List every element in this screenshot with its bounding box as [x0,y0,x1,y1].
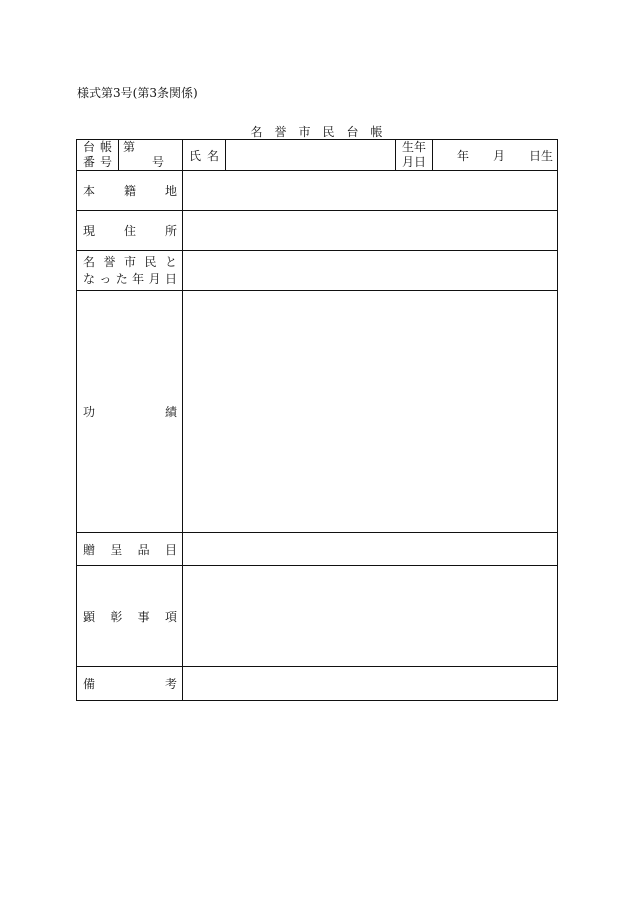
domicile-label-cell [77,171,183,211]
birth-label-line1: 生年 [401,140,426,154]
conferred-label-char: な [83,271,96,286]
header-row [77,140,558,171]
achievements-field[interactable] [183,291,558,533]
domicile-row [77,171,558,211]
conferred-date-row [77,251,558,291]
gifts-field[interactable] [183,533,558,566]
conferred-date-label-cell [77,251,183,291]
conferred-label-char: 民 [144,254,157,269]
commendations-label-char: 顕 [83,609,96,624]
ledger-label-char: 番 [83,155,96,169]
remarks-label-char: 備 [83,677,96,691]
conferred-label-char: た [115,271,128,286]
commendations-label-char: 彰 [110,609,123,624]
conferred-label-char: 名 [83,254,96,269]
remarks-label-cell [77,667,183,701]
domicile-label-char: 地 [164,184,177,198]
conferred-date-field[interactable] [183,251,558,291]
gifts-label-char: 贈 [83,542,96,557]
conferred-label-char: 日 [164,271,177,286]
remarks-label-char: 考 [164,677,177,691]
honorary-citizen-register-table [76,139,558,701]
ledger-label-char: 号 [99,155,112,169]
achievements-label-char: 績 [164,405,177,419]
gifts-label-char: 目 [164,542,177,557]
conferred-label-char: 市 [123,254,136,269]
birth-day-unit: 日生 [528,148,553,163]
name-field[interactable] [226,140,396,171]
ledger-number-label-cell [77,140,119,171]
ledger-number-field[interactable] [119,140,183,171]
birth-label-line2: 月日 [401,155,426,169]
name-label-cell [183,140,226,171]
commendations-label-cell [77,566,183,667]
address-label-char: 所 [164,224,177,238]
conferred-label-char: っ [99,271,112,286]
domicile-label-char: 本 [83,184,96,198]
address-label-cell [77,211,183,251]
form-number-label: 様式第3号(第3条関係) [77,86,198,100]
ledger-label-char: 帳 [99,140,112,154]
address-label-char: 住 [123,224,136,238]
ledger-number-prefix: 第 [123,140,136,154]
address-label-char: 現 [83,224,96,238]
birth-month-unit: 月 [492,148,505,163]
commendations-field[interactable] [183,566,558,667]
gifts-label-char: 呈 [110,542,123,557]
name-label-char: 名 [206,148,219,163]
remarks-row [77,667,558,701]
gifts-label-char: 品 [137,542,150,557]
address-row [77,211,558,251]
document-title: 名誉市民台帳 [250,125,395,139]
gifts-row [77,533,558,566]
achievements-label-char: 功 [83,405,96,419]
remarks-field[interactable] [183,667,558,701]
domicile-field[interactable] [183,171,558,211]
achievements-row [77,291,558,533]
commendations-label-char: 事 [137,609,150,624]
conferred-label-char: 年 [132,271,145,286]
birth-date-field[interactable] [433,140,558,171]
commendations-label-char: 項 [164,609,177,624]
conferred-label-char: と [164,254,177,269]
conferred-label-char: 月 [148,271,161,286]
commendations-row [77,566,558,667]
domicile-label-char: 籍 [123,184,136,198]
gifts-label-cell [77,533,183,566]
name-label-char: 氏 [189,148,202,163]
conferred-label-char: 誉 [103,254,116,269]
ledger-label-char: 台 [83,140,96,154]
address-field[interactable] [183,211,558,251]
achievements-label-cell [77,291,183,533]
birth-date-label-cell [396,140,433,171]
birth-year-unit: 年 [457,148,470,163]
ledger-number-suffix: 号 [151,155,164,169]
